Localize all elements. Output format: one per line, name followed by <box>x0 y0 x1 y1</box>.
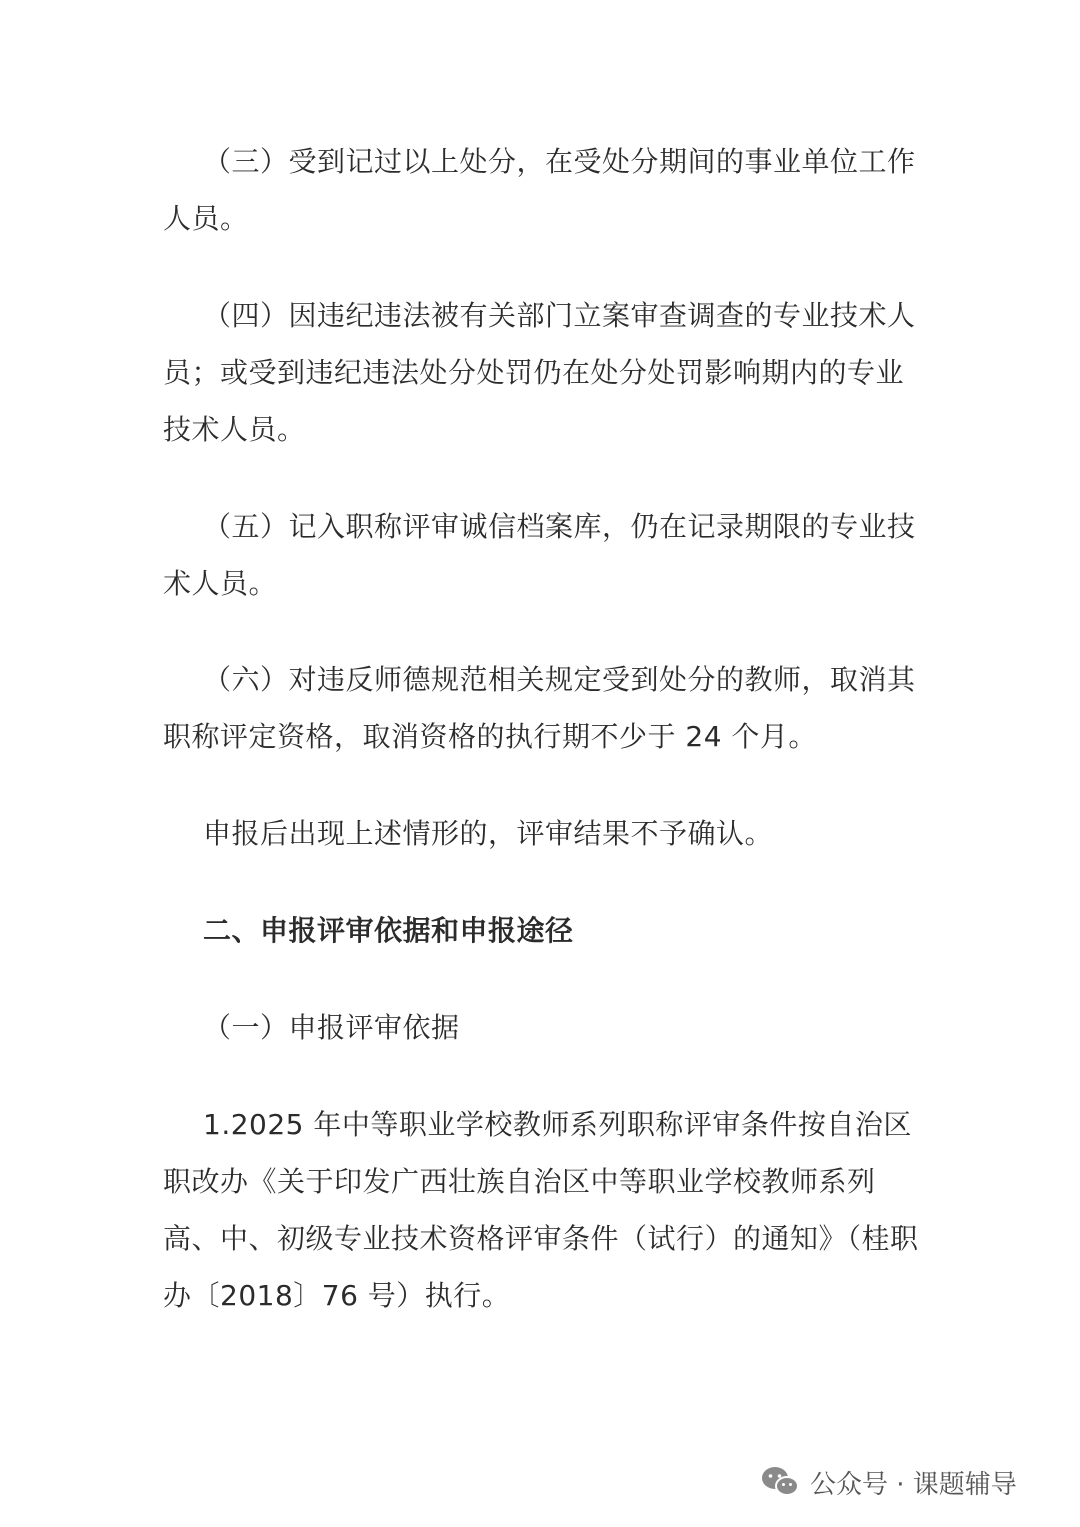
paragraph-item-3: （三）受到记过以上处分，在受处分期间的事业单位工作人员。 <box>163 145 916 235</box>
paragraph-item-5: （五）记入职称评审诚信档案库，仍在记录期限的专业技术人员。 <box>163 510 916 600</box>
paragraph-item-6: （六）对违反师德规范相关规定受到处分的教师，取消其职称评定资格，取消资格的执行期不少于 24 个月。 <box>163 663 916 753</box>
paragraph-conclusion: 申报后出现上述情形的，评审结果不予确认。 <box>203 817 774 850</box>
subsection-heading: （一）申报评审依据 <box>203 1011 460 1044</box>
wechat-icon <box>760 1465 800 1499</box>
watermark-label: 公众号 · 课题辅导 <box>810 1469 1017 1500</box>
paragraph-basis-1: 1.2025 年中等职业学校教师系列职称评审条件按自治区职改办《关于印发广西壮族自治区中等职业学校教师系列高、中、初级专业技术资格评审条件（试行）的通知》（桂职办〔2018〕76 号）执行。 <box>163 1108 919 1312</box>
section-heading: 二、申报评审依据和申报途径 <box>203 914 574 947</box>
watermark-footer <box>760 1457 1017 1507</box>
paragraph-item-4: （四）因违纪违法被有关部门立案审查调查的专业技术人员；或受到违纪违法处分处罚仍在处分处罚影响期内的专业技术人员。 <box>163 299 916 446</box>
